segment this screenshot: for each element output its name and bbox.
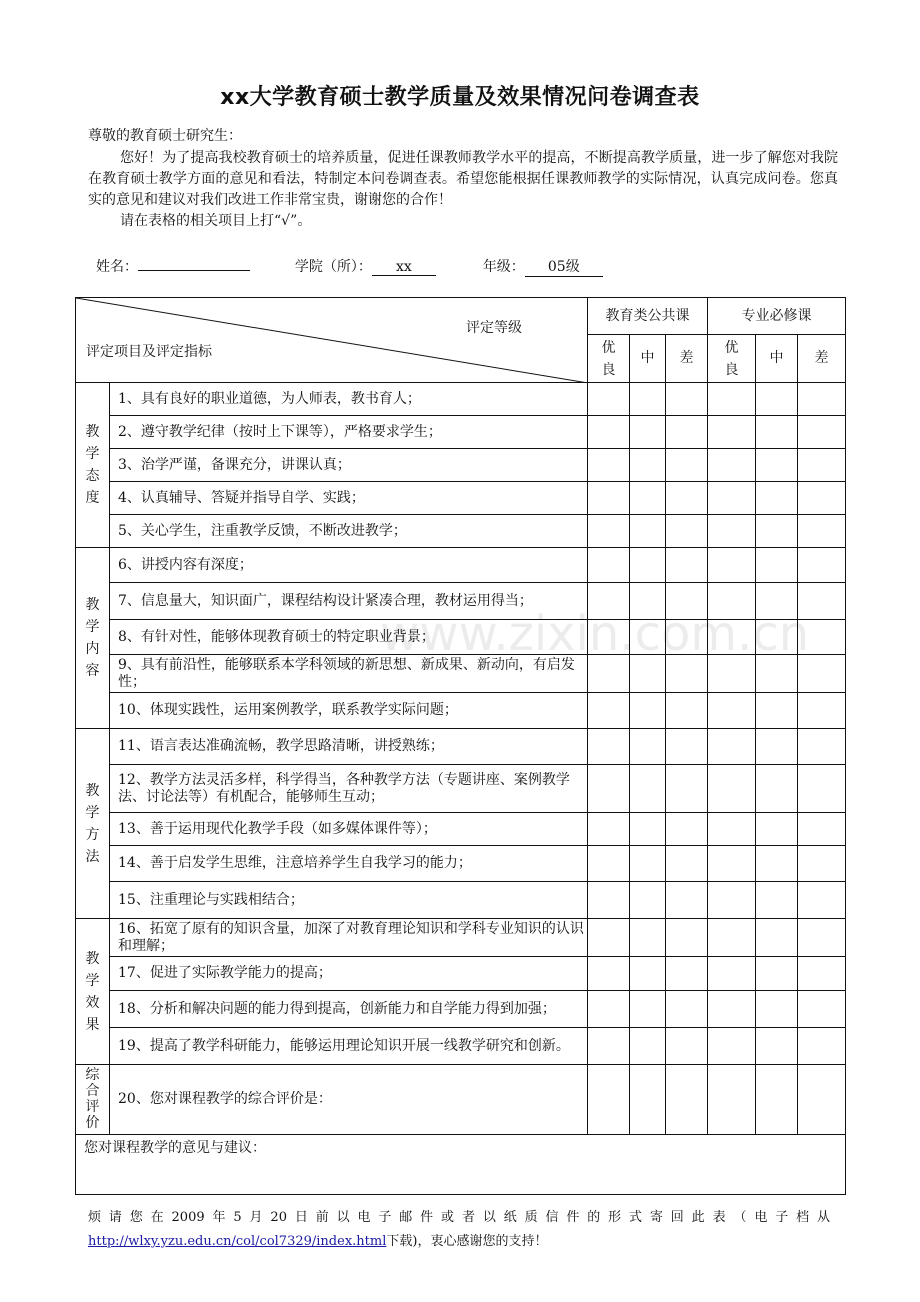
corner-label-items: 评定项目及评定指标 (86, 344, 212, 360)
page-title: xx大学教育硕士教学质量及效果情况问卷调查表 (220, 85, 700, 110)
table-row (76, 449, 846, 482)
college-label: 学院（所）： (294, 259, 372, 275)
survey-table (75, 297, 846, 1195)
rating-cell[interactable] (708, 1028, 756, 1065)
table-row (76, 583, 846, 620)
criterion-text: 6、讲授内容有深度； (110, 548, 588, 583)
table-row (76, 882, 846, 919)
rating-cell[interactable] (798, 919, 846, 957)
rating-cell[interactable] (666, 991, 708, 1028)
group-header-major: 专业必修课 (708, 298, 846, 335)
rating-cell[interactable] (798, 1065, 846, 1135)
rating-cell[interactable] (588, 620, 630, 655)
rating-cell[interactable] (630, 482, 666, 515)
table-row (76, 765, 846, 813)
category-label: 教学效果 (76, 919, 110, 1065)
criterion-text: 14、善于启发学生思维，注意培养学生自我学习的能力； (110, 846, 588, 882)
rating-cell[interactable] (798, 957, 846, 991)
criterion-text: 1、具有良好的职业道德，为人师表，教书育人； (110, 383, 588, 416)
rating-cell[interactable] (708, 416, 756, 449)
rating-cell[interactable] (630, 991, 666, 1028)
rating-cell[interactable] (588, 548, 630, 583)
rating-cell[interactable] (588, 1065, 630, 1135)
category-label: 教学方法 (76, 729, 110, 919)
rating-cell[interactable] (630, 1065, 666, 1135)
rating-cell[interactable] (798, 482, 846, 515)
salutation: 尊敬的教育硕士研究生： (88, 128, 242, 144)
criterion-text: 16、拓宽了原有的知识含量，加深了对教育理论知识和学科专业知识的认识和理解； (110, 919, 588, 957)
rating-cell[interactable] (708, 813, 756, 846)
rating-cell[interactable] (756, 515, 798, 548)
criterion-text: 3、治学严谨，备课充分，讲课认真； (110, 449, 588, 482)
criterion-text: 2、遵守教学纪律（按时上下课等），严格要求学生； (110, 416, 588, 449)
suggestion-row (76, 1135, 846, 1195)
rating-cell[interactable] (588, 813, 630, 846)
criterion-text: 9、具有前沿性，能够联系本学科领域的新思想、新成果、新动向，有启发性； (110, 655, 588, 693)
rating-cell[interactable] (588, 449, 630, 482)
rating-cell[interactable] (798, 846, 846, 882)
criterion-text: 12、教学方法灵活多样，科学得当，各种教学方法（专题讲座、案例教学法、讨论法等）有机配合，能够师生互动； (110, 765, 588, 813)
table-row (76, 655, 846, 693)
intro-paragraph: 您好！为了提高我校教育硕士的培养质量，促进任课教师教学水平的提高，不断提高教学质量，进一步了解您对我院在教育硕士教学方面的意见和看法，特制定本问卷调查表。希望您能根据任课教师教学的实际情况，认真完成问卷。您真实的意见和建议对我们改进工作非常宝贵，谢谢您的合作！ (88, 150, 838, 208)
rating-cell[interactable] (666, 693, 708, 729)
criterion-text: 20、您对课程教学的综合评价是： (110, 1065, 588, 1135)
criterion-text: 10、体现实践性，运用案例教学，联系教学实际问题； (110, 693, 588, 729)
rating-cell[interactable] (666, 416, 708, 449)
table-row (76, 846, 846, 882)
rating-cell[interactable] (666, 620, 708, 655)
rating-cell[interactable] (630, 583, 666, 620)
rating-cell[interactable] (708, 620, 756, 655)
rating-cell[interactable] (708, 1065, 756, 1135)
rating-cell[interactable] (708, 655, 756, 693)
rating-cell[interactable] (666, 882, 708, 919)
criterion-text: 13、善于运用现代化教学手段（如多媒体课件等）； (110, 813, 588, 846)
criterion-text: 11、语言表达准确流畅，教学思路清晰，讲授熟练； (110, 729, 588, 765)
rating-cell[interactable] (756, 416, 798, 449)
rating-cell[interactable] (588, 383, 630, 416)
rating-cell[interactable] (666, 1028, 708, 1065)
grade-header-poor: 差 (666, 335, 708, 383)
rating-cell[interactable] (630, 957, 666, 991)
rating-cell[interactable] (708, 991, 756, 1028)
criterion-text: 4、认真辅导、答疑并指导自学、实践； (110, 482, 588, 515)
rating-cell[interactable] (588, 482, 630, 515)
table-row (76, 416, 846, 449)
rating-cell[interactable] (666, 1065, 708, 1135)
rating-cell[interactable] (798, 655, 846, 693)
rating-cell[interactable] (708, 548, 756, 583)
grade-header-excellent: 优良 (588, 335, 630, 383)
rating-cell[interactable] (588, 693, 630, 729)
category-label: 教学内容 (76, 548, 110, 729)
rating-cell[interactable] (708, 957, 756, 991)
rating-cell[interactable] (756, 383, 798, 416)
rating-cell[interactable] (756, 1028, 798, 1065)
rating-cell[interactable] (798, 991, 846, 1028)
rating-cell[interactable] (798, 449, 846, 482)
grade-header-medium: 中 (756, 335, 798, 383)
rating-cell[interactable] (630, 655, 666, 693)
rating-cell[interactable] (588, 416, 630, 449)
rating-cell[interactable] (666, 765, 708, 813)
rating-cell[interactable] (588, 846, 630, 882)
rating-cell[interactable] (798, 1028, 846, 1065)
rating-cell[interactable] (666, 482, 708, 515)
table-row (76, 620, 846, 655)
rating-cell[interactable] (630, 919, 666, 957)
table-row (76, 383, 846, 416)
rating-cell[interactable] (798, 383, 846, 416)
grade-field[interactable]: 05级 (525, 256, 603, 277)
category-label: 综合评价 (76, 1065, 110, 1135)
rating-cell[interactable] (630, 729, 666, 765)
rating-cell[interactable] (708, 729, 756, 765)
rating-cell[interactable] (666, 729, 708, 765)
rating-cell[interactable] (708, 482, 756, 515)
rating-cell[interactable] (588, 1028, 630, 1065)
rating-cell[interactable] (666, 515, 708, 548)
rating-cell[interactable] (630, 416, 666, 449)
rating-cell[interactable] (630, 813, 666, 846)
rating-cell[interactable] (588, 765, 630, 813)
rating-cell[interactable] (588, 583, 630, 620)
rating-cell[interactable] (630, 515, 666, 548)
name-label: 姓名： (96, 259, 138, 275)
respondent-info (96, 256, 603, 277)
rating-cell[interactable] (756, 1065, 798, 1135)
rating-cell[interactable] (666, 548, 708, 583)
watermark: www.zixin.com.cn (380, 606, 810, 662)
grade-header-medium: 中 (630, 335, 666, 383)
rating-cell[interactable] (666, 583, 708, 620)
rating-cell[interactable] (666, 957, 708, 991)
rating-cell[interactable] (630, 383, 666, 416)
rating-cell[interactable] (756, 583, 798, 620)
rating-cell[interactable] (630, 548, 666, 583)
rating-cell[interactable] (630, 846, 666, 882)
table-row (76, 813, 846, 846)
rating-cell[interactable] (756, 482, 798, 515)
rating-cell[interactable] (708, 765, 756, 813)
criterion-text: 19、提高了教学科研能力，能够运用理论知识开展一线教学研究和创新。 (110, 1028, 588, 1065)
table-row (76, 919, 846, 957)
rating-cell[interactable] (666, 449, 708, 482)
corner-diagonal (76, 298, 588, 383)
rating-cell[interactable] (708, 882, 756, 919)
footer-line2: 下载)，衷心感谢您的支持！ (386, 1234, 548, 1249)
rating-cell[interactable] (756, 765, 798, 813)
criterion-text: 8、有针对性，能够体现教育硕士的特定职业背景； (110, 620, 588, 655)
rating-cell[interactable] (666, 655, 708, 693)
category-label: 教学态度 (76, 383, 110, 548)
instruction-hint: 请在表格的相关项目上打“√”。 (120, 213, 312, 229)
rating-cell[interactable] (588, 957, 630, 991)
rating-cell[interactable] (708, 383, 756, 416)
rating-cell[interactable] (798, 548, 846, 583)
criterion-text: 5、关心学生，注重教学反馈，不断改进教学； (110, 515, 588, 548)
rating-cell[interactable] (798, 882, 846, 919)
table-row (76, 1065, 846, 1135)
table-row (76, 957, 846, 991)
corner-label-grade: 评定等级 (466, 320, 522, 336)
footer-line1: 烦请您在2009年5月20日前以电子邮件或者以纸质信件的形式寄回此表（电子档从 (88, 1210, 830, 1225)
table-row (76, 693, 846, 729)
rating-cell[interactable] (588, 515, 630, 548)
rating-cell[interactable] (798, 416, 846, 449)
name-field[interactable] (138, 270, 250, 271)
table-row (76, 991, 846, 1028)
rating-cell[interactable] (666, 846, 708, 882)
rating-cell[interactable] (756, 919, 798, 957)
rating-cell[interactable] (630, 620, 666, 655)
criterion-text: 15、注重理论与实践相结合； (110, 882, 588, 919)
rating-cell[interactable] (708, 449, 756, 482)
rating-cell[interactable] (756, 693, 798, 729)
table-row (76, 482, 846, 515)
college-field[interactable]: xx (372, 259, 436, 276)
rating-cell[interactable] (756, 882, 798, 919)
footer-note (88, 1206, 830, 1254)
rating-cell[interactable] (756, 655, 798, 693)
rating-cell[interactable] (666, 919, 708, 957)
group-header-public: 教育类公共课 (588, 298, 708, 335)
rating-cell[interactable] (756, 548, 798, 583)
rating-cell[interactable] (708, 583, 756, 620)
suggestion-field[interactable]: 您对课程教学的意见与建议： (76, 1135, 846, 1195)
rating-cell[interactable] (798, 765, 846, 813)
rating-cell[interactable] (588, 729, 630, 765)
rating-cell[interactable] (588, 919, 630, 957)
rating-cell[interactable] (756, 813, 798, 846)
rating-cell[interactable] (630, 449, 666, 482)
rating-cell[interactable] (588, 991, 630, 1028)
rating-cell[interactable] (630, 1028, 666, 1065)
rating-cell[interactable] (708, 846, 756, 882)
rating-cell[interactable] (798, 515, 846, 548)
rating-cell[interactable] (798, 693, 846, 729)
table-row (76, 515, 846, 548)
rating-cell[interactable] (630, 882, 666, 919)
rating-cell[interactable] (756, 620, 798, 655)
rating-cell[interactable] (666, 383, 708, 416)
rating-cell[interactable] (756, 957, 798, 991)
table-corner-header (76, 298, 588, 383)
rating-cell[interactable] (798, 729, 846, 765)
grade-header-poor: 差 (798, 335, 846, 383)
rating-cell[interactable] (756, 449, 798, 482)
rating-cell[interactable] (708, 919, 756, 957)
rating-cell[interactable] (798, 620, 846, 655)
rating-cell[interactable] (756, 846, 798, 882)
rating-cell[interactable] (708, 515, 756, 548)
criterion-text: 7、信息量大，知识面广，课程结构设计紧凑合理，教材运用得当； (110, 583, 588, 620)
rating-cell[interactable] (666, 813, 708, 846)
grade-header-excellent: 优良 (708, 335, 756, 383)
criterion-text: 18、分析和解决问题的能力得到提高，创新能力和自学能力得到加强； (110, 991, 588, 1028)
table-row (76, 729, 846, 765)
rating-cell[interactable] (630, 765, 666, 813)
rating-cell[interactable] (588, 655, 630, 693)
table-row (76, 548, 846, 583)
rating-cell[interactable] (756, 729, 798, 765)
rating-cell[interactable] (798, 813, 846, 846)
rating-cell[interactable] (756, 991, 798, 1028)
download-link[interactable]: http://wlxy.yzu.edu.cn/col/col7329/index.html (88, 1234, 387, 1249)
rating-cell[interactable] (588, 882, 630, 919)
rating-cell[interactable] (798, 583, 846, 620)
rating-cell[interactable] (708, 693, 756, 729)
grade-label: 年级： (482, 259, 525, 275)
rating-cell[interactable] (630, 693, 666, 729)
table-row (76, 1028, 846, 1065)
criterion-text: 17、促进了实际教学能力的提高； (110, 957, 588, 991)
